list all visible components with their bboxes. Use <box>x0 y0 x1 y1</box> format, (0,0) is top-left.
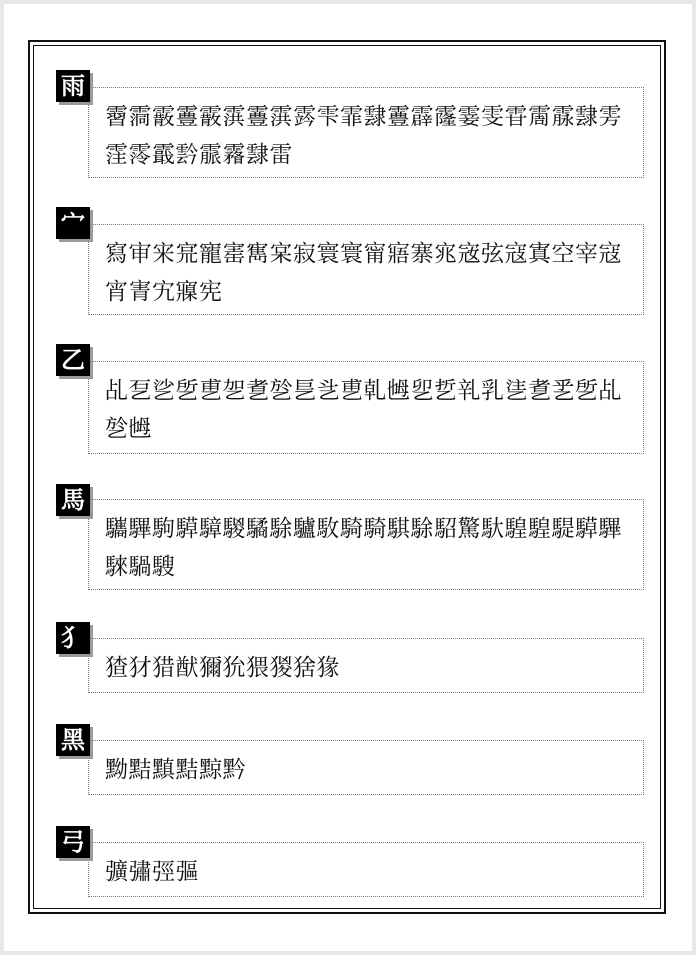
radical-rain: 雨 <box>56 70 90 102</box>
radical-roof: 宀 <box>56 207 90 239</box>
page <box>4 4 692 951</box>
character-list-horse: 驨驆駒騲騿騣驈駼驢駇騎騎騏駼駋驚馱騜騜騠騲驆騋騧騪 <box>88 499 644 590</box>
radical-second: 乙 <box>56 344 90 376</box>
radical-black: 黑 <box>56 724 90 756</box>
character-list-dog: 猹犲猎猷獮狁猥猣猞猭 <box>88 638 644 693</box>
character-list-bow: 彍彇弳彄 <box>88 842 644 897</box>
radical-dog: 犭 <box>56 622 90 654</box>
character-list-black: 黝黠黰黠黥黔 <box>88 740 644 795</box>
character-list-second: 乩乭乷乺乶乫乽乻乬乧乶乹乸乮乴乵乳乼乽乯乺乩乻乸 <box>88 361 644 454</box>
character-list-rain: 霫霘霰霻霰霟霻霟霠雫霏霴霻霹霳霎雯雸霌霡霴雱霔霗霵霒霢霿霴雷 <box>88 87 644 178</box>
outer-frame <box>28 40 666 914</box>
character-list-roof: 寫审宩宺寵寚寯宲寂寰寰甯寤寨宨宼弦寇寘空宰寇宵寈宄寱宪 <box>88 224 644 315</box>
radical-bow: 弓 <box>56 826 90 858</box>
radical-horse: 馬 <box>56 484 90 516</box>
